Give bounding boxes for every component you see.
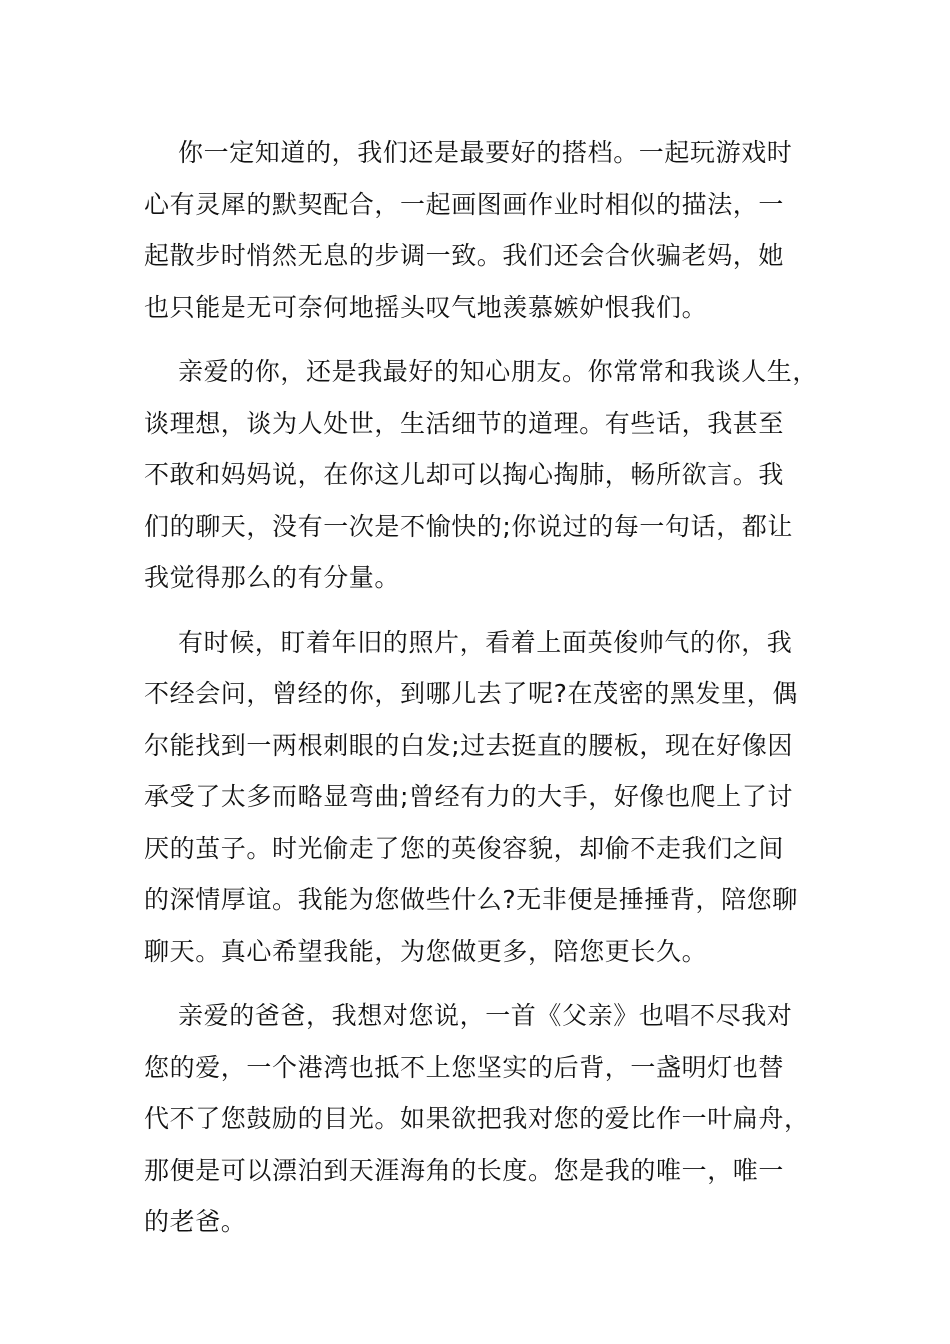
- text-line: 我觉得那么的有分量。: [144, 563, 401, 592]
- text-line: 聊天。真心希望我能，为您做更多，陪您更长久。: [144, 936, 708, 966]
- paragraph-3: [144, 617, 804, 978]
- document-body: [144, 127, 819, 1261]
- text-line: 您的爱，一个港湾也抵不上您坚实的后背，一盏明灯也替: [144, 1052, 785, 1082]
- text-line: 亲爱的爸爸，我想对您说，一首《父亲》也唱不尽我对: [178, 1001, 793, 1030]
- text-line: 起散步时悄然无息的步调一致。我们还会合伙骗老妈，她: [144, 241, 785, 270]
- text-line: 有时候，盯着年旧的照片，看着上面英俊帅气的你，我: [178, 627, 793, 657]
- paragraph-1: [144, 127, 804, 333]
- text-line: 们的聊天，没有一次是不愉快的;你说过的每一句话，都让: [144, 511, 794, 541]
- text-line: 也只能是无可奈何地摇头叹气地羡慕嫉妒恨我们。: [144, 292, 708, 322]
- text-line: 不经会问，曾经的你，到哪儿去了呢?在茂密的黑发里，偶: [144, 679, 798, 708]
- text-line: 厌的茧子。时光偷走了您的英俊容貌，却偷不走我们之间: [144, 833, 785, 863]
- text-line: 谈理想，谈为人处世，生活细节的道理。有些话，我甚至: [144, 408, 785, 438]
- text-line: 代不了您鼓励的目光。如果欲把我对您的爱比作一叶扁舟，: [144, 1104, 810, 1133]
- text-line: 心有灵犀的默契配合，一起画图画作业时相似的描法，一: [144, 189, 785, 219]
- text-line: 亲爱的你，还是我最好的知心朋友。你常常和我谈人生，: [178, 357, 819, 386]
- text-line: 的老爸。: [144, 1207, 247, 1236]
- paragraph-4: [144, 990, 810, 1248]
- text-line: 不敢和妈妈说，在你这儿却可以掏心掏肺，畅所欲言。我: [144, 460, 785, 489]
- text-line: 的深情厚谊。我能为您做些什么?无非便是捶捶背，陪您聊: [144, 885, 798, 914]
- text-line: 你一定知道的，我们还是最要好的搭档。一起玩游戏时: [178, 138, 793, 167]
- text-line: 承受了太多而略显弯曲;曾经有力的大手，好像也爬上了讨: [144, 782, 794, 811]
- paragraph-2: [144, 346, 819, 604]
- text-line: 那便是可以漂泊到天涯海角的长度。您是我的唯一，唯一: [144, 1155, 785, 1185]
- text-line: 尔能找到一两根刺眼的白发;过去挺直的腰板，现在好像因: [144, 730, 794, 760]
